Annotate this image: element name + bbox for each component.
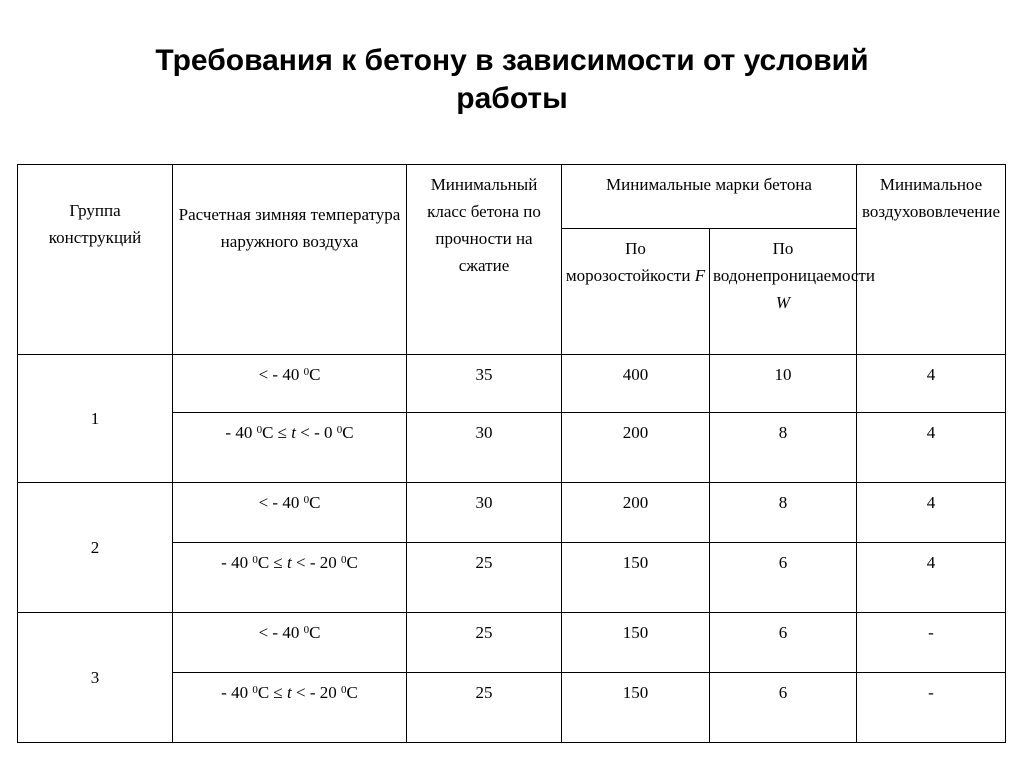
concrete-requirements-table [17, 164, 1006, 743]
table-row [18, 355, 1006, 413]
water-cell: 6 [710, 543, 857, 613]
air-cell: - [857, 673, 1006, 743]
page-title [0, 42, 1024, 118]
page-title-line-1: Требования к бетону в зависимости от условий [155, 44, 869, 77]
air-cell: 4 [857, 543, 1006, 613]
group-cell: 1 [18, 355, 173, 483]
temperature-cell: - 40 $^0$С ≤ t < - 0 $^0$С [173, 413, 407, 483]
header-frost-symbol: F [694, 266, 706, 285]
temperature-cell: < - 40 $^0$С [173, 355, 407, 413]
temperature-cell: < - 40 $^0$С [173, 483, 407, 543]
frost-cell: 400 [562, 355, 710, 413]
water-cell: 8 [710, 483, 857, 543]
header-air-entrainment: Минимальное воздухововлечение [857, 165, 1006, 355]
air-cell: - [857, 613, 1006, 673]
water-cell: 8 [710, 413, 857, 483]
temperature-cell: < - 40 $^0$С [173, 613, 407, 673]
header-row [18, 165, 1006, 229]
header-strength-class: Минимальный класс бетона по прочности на сжатие [407, 165, 562, 355]
air-cell: 4 [857, 483, 1006, 543]
page-title-line-2: работы [456, 82, 568, 115]
frost-cell: 150 [562, 613, 710, 673]
header-water-resistance [710, 229, 875, 355]
strength-class-cell: 30 [407, 483, 562, 543]
temperature-cell: - 40 $^0$С ≤ t < - 20 $^0$С [173, 543, 407, 613]
strength-class-cell: 25 [407, 543, 562, 613]
water-cell: 6 [710, 613, 857, 673]
header-temperature: Расчетная зимняя температура наружного воздуха [173, 165, 407, 355]
air-cell: 4 [857, 355, 1006, 413]
group-cell: 3 [18, 613, 173, 743]
temperature-cell: - 40 $^0$С ≤ t < - 20 $^0$С [173, 673, 407, 743]
header-frost-label: По морозостойкости [565, 239, 695, 285]
header-frost-resistance [562, 229, 710, 355]
header-group: Группа конструкций [18, 165, 173, 355]
header-water-label: По водонепроницаемости [713, 239, 875, 285]
strength-class-cell: 30 [407, 413, 562, 483]
group-cell: 2 [18, 483, 173, 613]
water-cell: 10 [710, 355, 857, 413]
frost-cell: 200 [562, 483, 710, 543]
table-row [18, 613, 1006, 673]
strength-class-cell: 35 [407, 355, 562, 413]
strength-class-cell: 25 [407, 613, 562, 673]
table-row [18, 483, 1006, 543]
frost-cell: 150 [562, 543, 710, 613]
frost-cell: 200 [562, 413, 710, 483]
header-min-grades: Минимальные марки бетона [562, 165, 857, 229]
frost-cell: 150 [562, 673, 710, 743]
water-cell: 6 [710, 673, 857, 743]
header-water-symbol: W [775, 293, 791, 312]
air-cell: 4 [857, 413, 1006, 483]
strength-class-cell: 25 [407, 673, 562, 743]
